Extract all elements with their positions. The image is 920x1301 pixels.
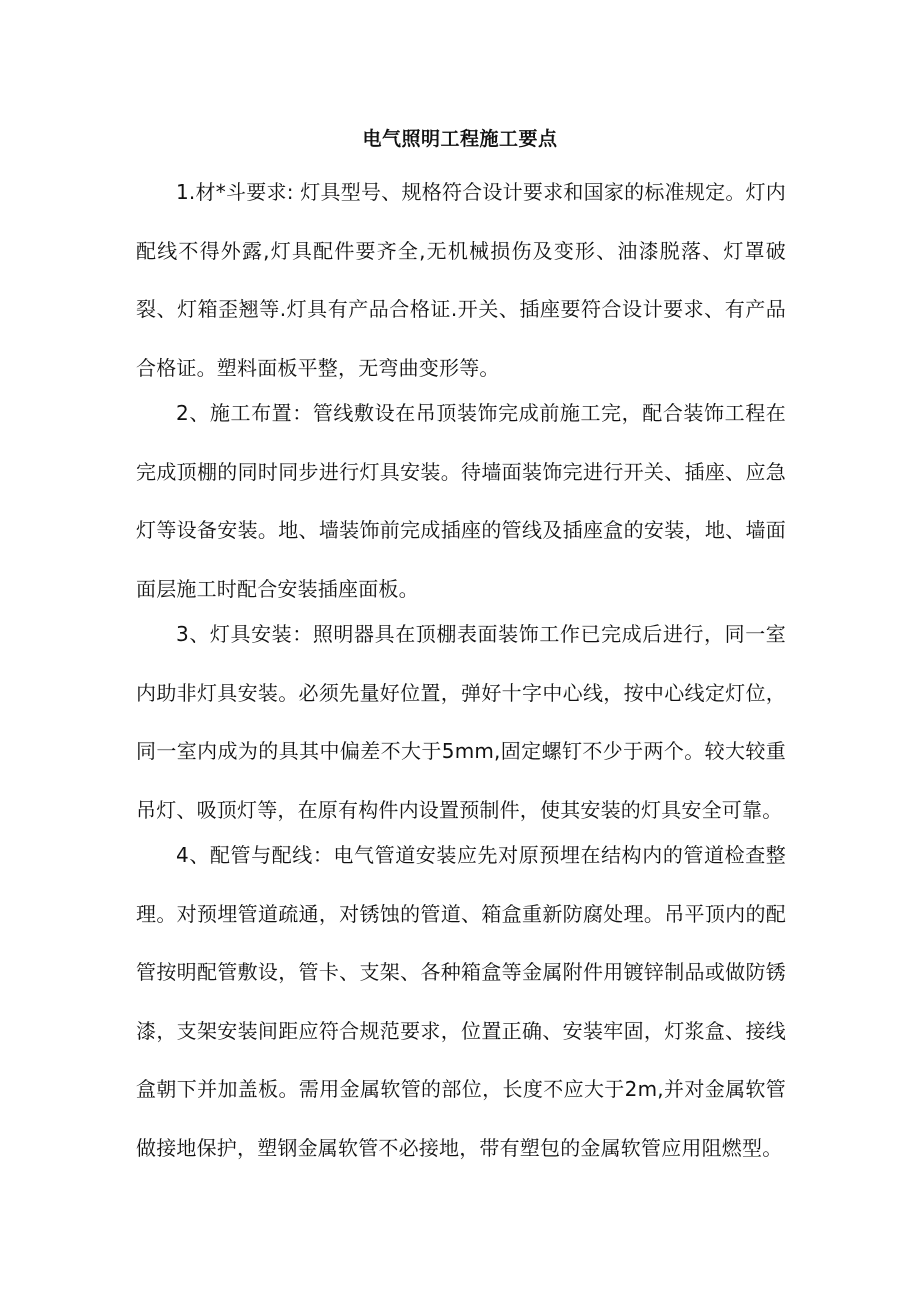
paragraph-materials: 1.材*斗要求: 灯具型号、规格符合设计要求和国家的标准规定。灯内配线不得外露,灯具配件要齐全,无机械损伤及变形、油漆脱落、灯罩破裂、灯箱歪翘等.灯具有产品合格证.开关、插座要符合设计要求、有产品合格证。塑料面板平整，无弯曲变形等。 [136, 180, 786, 380]
paragraph-piping-wiring: 4、配管与配线：电气管道安装应先对原预埋在结构内的管道检查整理。对预埋管道疏通，对锈蚀的管道、箱盒重新防腐处理。吊平顶内的配管按明配管敷设，管卡、支架、各种箱盒等金属附件用镀锌制品或做防锈漆，支架安装间距应符合规范要求，位置正确、安装牢固，灯浆盒、接线盒朝下并加盖板。需用金属软管的部位，长度不应大于2m,并对金属软管做接地保护，塑钢金属软管不必接地，带有塑包的金属软管应用阻燃型。 [136, 843, 786, 1160]
paragraph-construction-layout: 2、施工布置：管线敷设在吊顶装饰完成前施工完，配合装饰工程在完成顶棚的同时同步进行灯具安装。待墙面装饰完进行开关、插座、应急灯等设备安装。地、墙装饰前完成插座的管线及插座盒的安装，地、墙面面层施工时配合安装插座面板。 [136, 401, 786, 601]
document-title: 电气照明工程施工要点 [362, 128, 558, 150]
paragraph-lamp-installation: 3、灯具安装：照明器具在顶棚表面装饰工作已完成后进行，同一室内助非灯具安装。必须先量好位置，弹好十字中心线，按中心线定灯位，同一室内成为的具其中偏差不大于5mm,固定螺钉不少于两个。较大较重吊灯、吸顶灯等，在原有构件内设置预制件，使其安装的灯具安全可靠。 [136, 622, 786, 822]
